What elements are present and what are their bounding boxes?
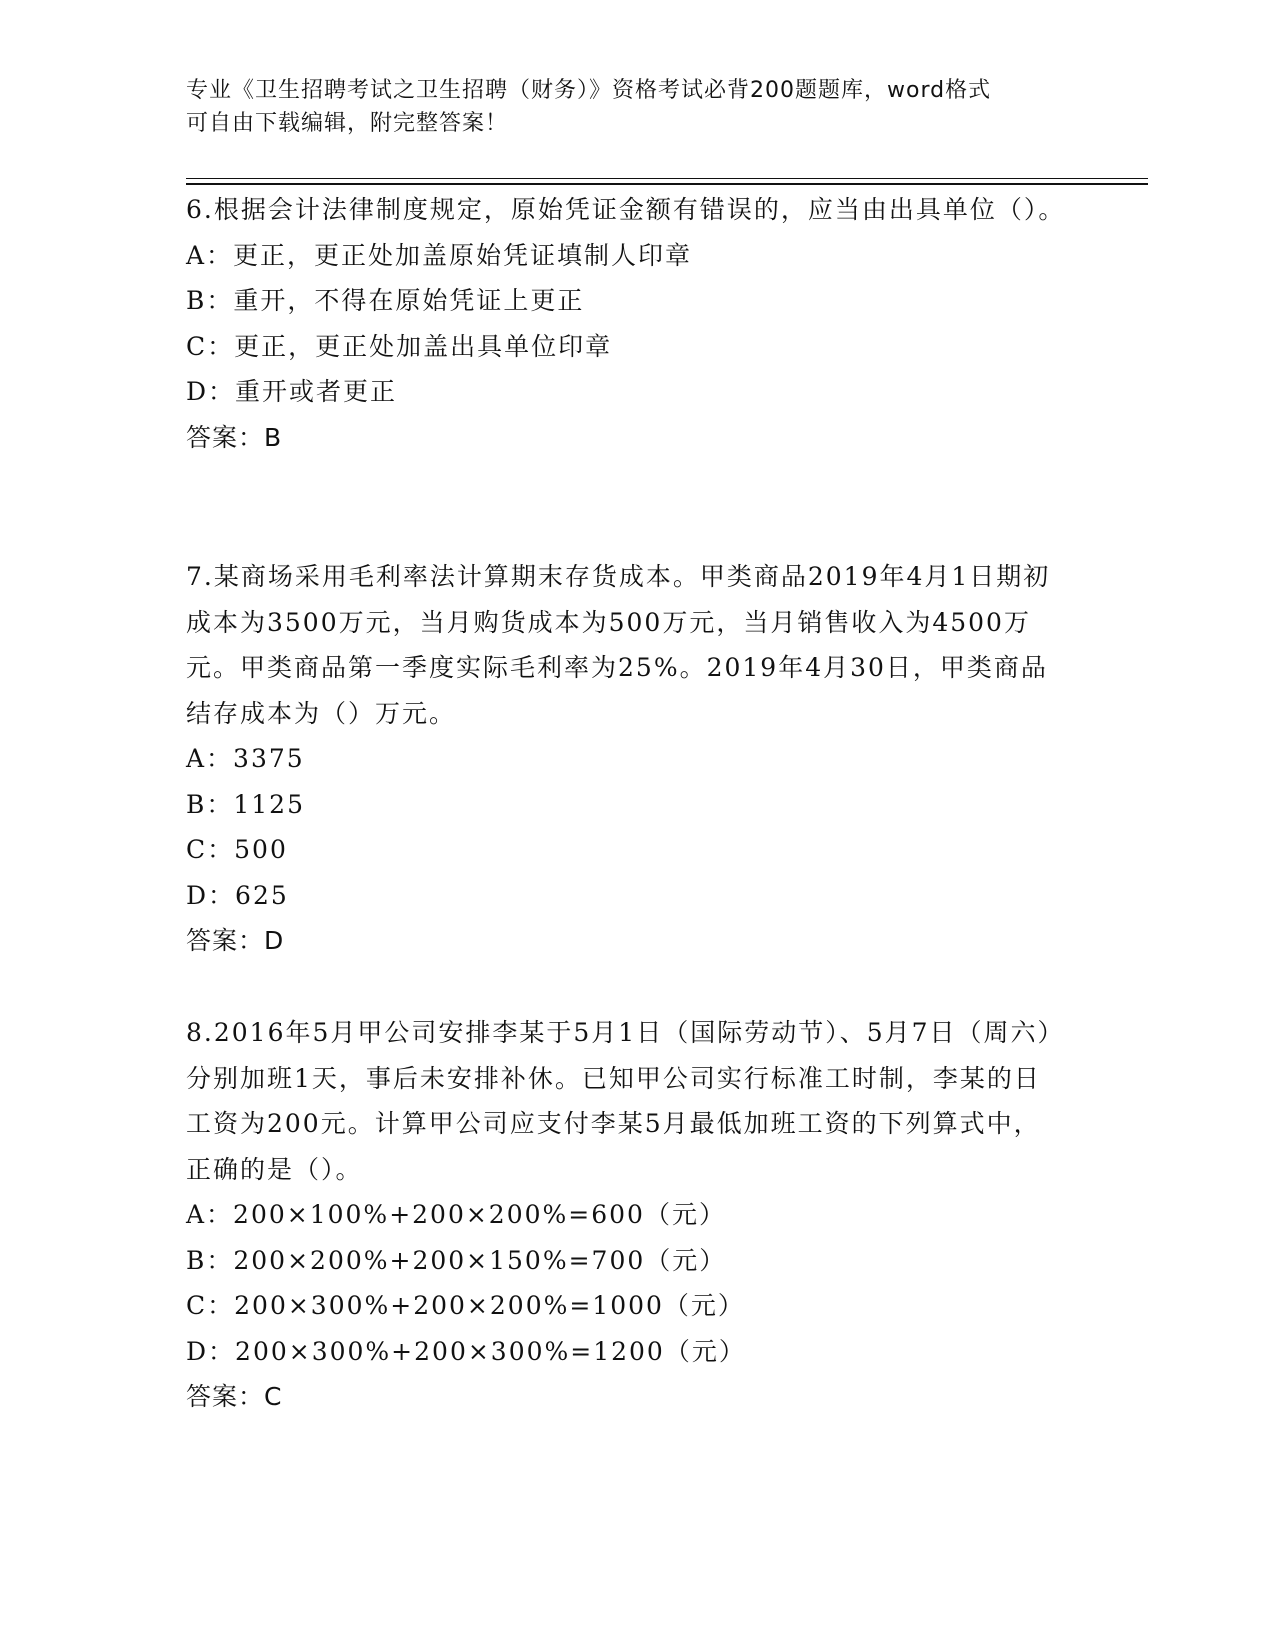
question-stem: 6.根据会计法律制度规定，原始凭证金额有错误的，应当由出具单位（）。 — [186, 195, 1066, 224]
header-divider-thin — [186, 178, 1148, 179]
option-d: D：200×300%+200×300%=1200（元） — [186, 1336, 746, 1366]
option-b: B：200×200%+200×150%=700（元） — [186, 1245, 727, 1275]
option-b: B：1125 — [186, 789, 305, 819]
option-c: C：更正，更正处加盖出具单位印章 — [186, 331, 613, 361]
answer-line: 答案：C — [186, 1382, 283, 1411]
answer-line: 答案：D — [186, 926, 285, 955]
option-a: A：200×100%+200×200%=600（元） — [186, 1200, 726, 1229]
question-8 — [186, 1010, 1066, 1420]
question-6 — [186, 187, 1066, 460]
option-d: D：625 — [186, 880, 289, 910]
question-7 — [186, 554, 1066, 964]
header-line-2: 可自由下载编辑，附完整答案！ — [186, 111, 509, 136]
option-d: D：重开或者更正 — [186, 377, 398, 406]
option-b: B：重开，不得在原始凭证上更正 — [186, 286, 585, 315]
option-c: C：500 — [186, 835, 288, 864]
option-a: A：更正，更正处加盖原始凭证填制人印章 — [186, 240, 693, 270]
question-stem: 8.2016年5月甲公司安排李某于5月1日（国际劳动节）、5月7日（周六）分别加班1天，事后未安排补休。已知甲公司实行标准工时制，李某的日工资为200元。计算甲公司应支付李某5月最低加班工资的下列算式中，正确的是（）。 — [186, 1018, 1065, 1184]
option-c: C：200×300%+200×200%=1000（元） — [186, 1291, 745, 1320]
question-stem: 7.某商场采用毛利率法计算期末存货成本。甲类商品2019年4月1日期初成本为3500万元，当月购货成本为500万元，当月销售收入为4500万元。甲类商品第一季度实际毛利率为25%。2019年4月30日，甲类商品结存成本为（）万元。 — [186, 562, 1051, 728]
document-header — [186, 74, 1066, 140]
option-a: A：3375 — [186, 744, 305, 773]
header-line-1: 专业《卫生招聘考试之卫生招聘（财务）》资格考试必背200题题库，word格式 — [186, 78, 992, 103]
header-divider-thick — [186, 183, 1148, 185]
answer-line: 答案：B — [186, 422, 283, 452]
